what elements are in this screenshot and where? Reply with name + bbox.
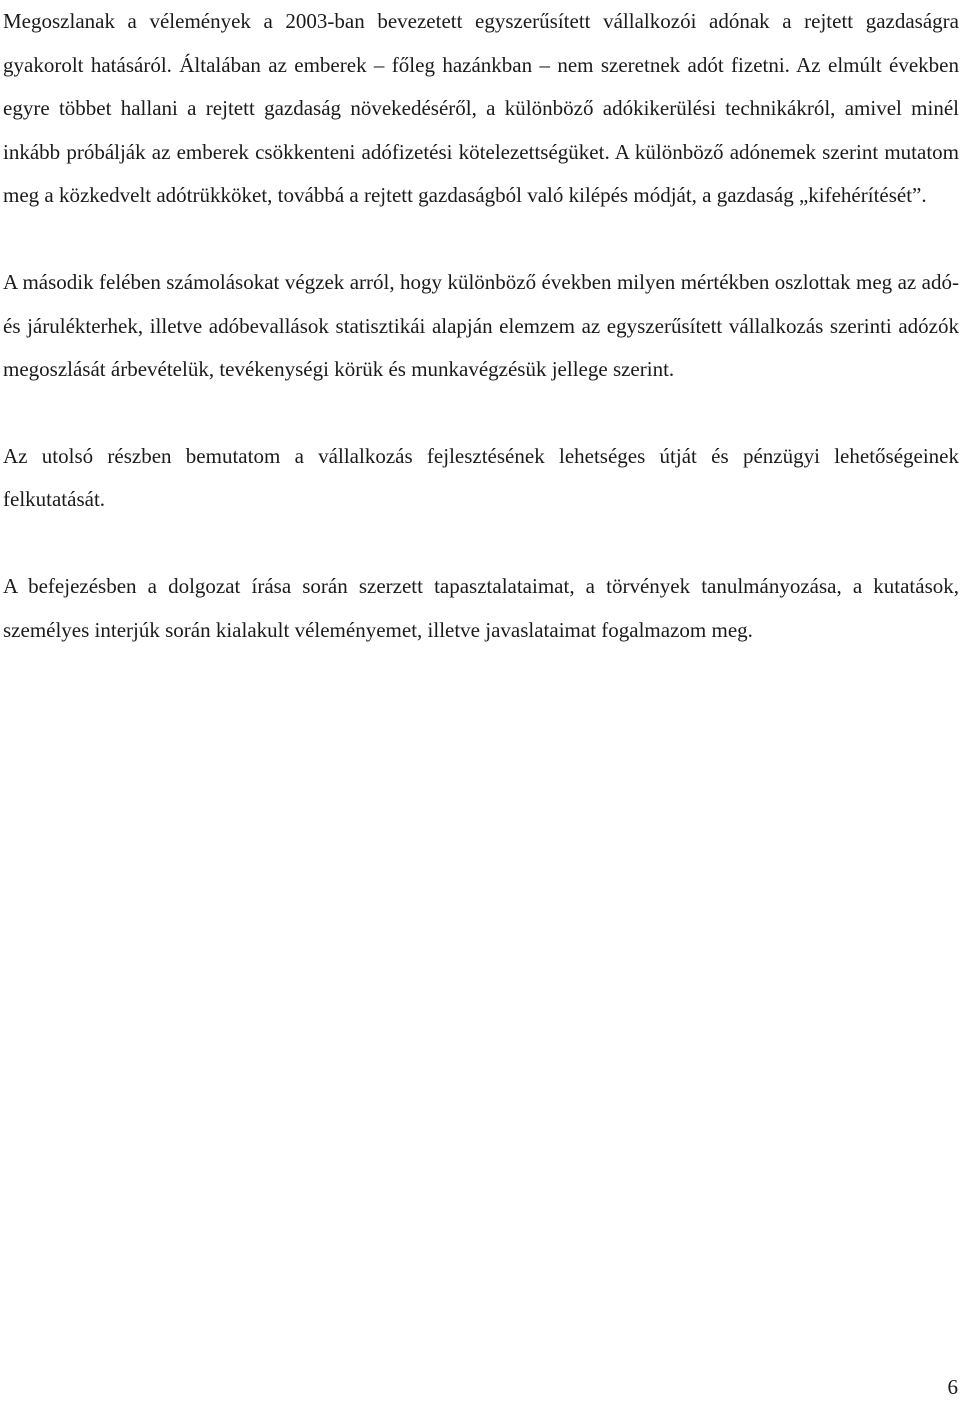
paragraph-calculations: A második felében számolásokat végzek arról, hogy különböző években milyen mértékben oszlottak meg az adó- és járulékterhek, illetve adóbevallások statisztikái alapján elemzem az egyszerűsített vállalkozás szerinti adózók megoszlását árbevételük, tevékenységi körük és munkavégzésük jellege szerint.: [3, 269, 959, 382]
paragraph-intro: Megoszlanak a vélemények a 2003-ban bevezetett egyszerűsített vállalkozói adónak a rejtett gazdaságra gyakorolt hatásáról. Általában az emberek – főleg hazánkban – nem szeretnek adót fizetni. Az elmúlt években egyre többet hallani a rejtett gazdaság növekedéséről, a különböző adókikerülési technikákról, amivel minél inkább próbálják az emberek csökkenteni adófizetési kötelezettségüket. A különböző adónemek szerint mutatom meg a közkedvelt adótrükköket, továbbá a rejtett gazdaságból való kilépés módját, a gazdaság „kifehérítését”.: [3, 9, 959, 208]
page-body: [3, 0, 959, 652]
paragraph-development: Az utolsó részben bemutatom a vállalkozás fejlesztésének lehetséges útját és pénzügyi lehetőségeinek felkutatását.: [3, 443, 959, 512]
paragraph-conclusion: A befejezésben a dolgozat írása során szerzett tapasztalataimat, a törvények tanulmányozása, a kutatások, személyes interjúk során kialakult véleményemet, illetve javaslataimat fogalmazom meg.: [3, 573, 959, 642]
page-number: 6: [947, 1375, 958, 1399]
